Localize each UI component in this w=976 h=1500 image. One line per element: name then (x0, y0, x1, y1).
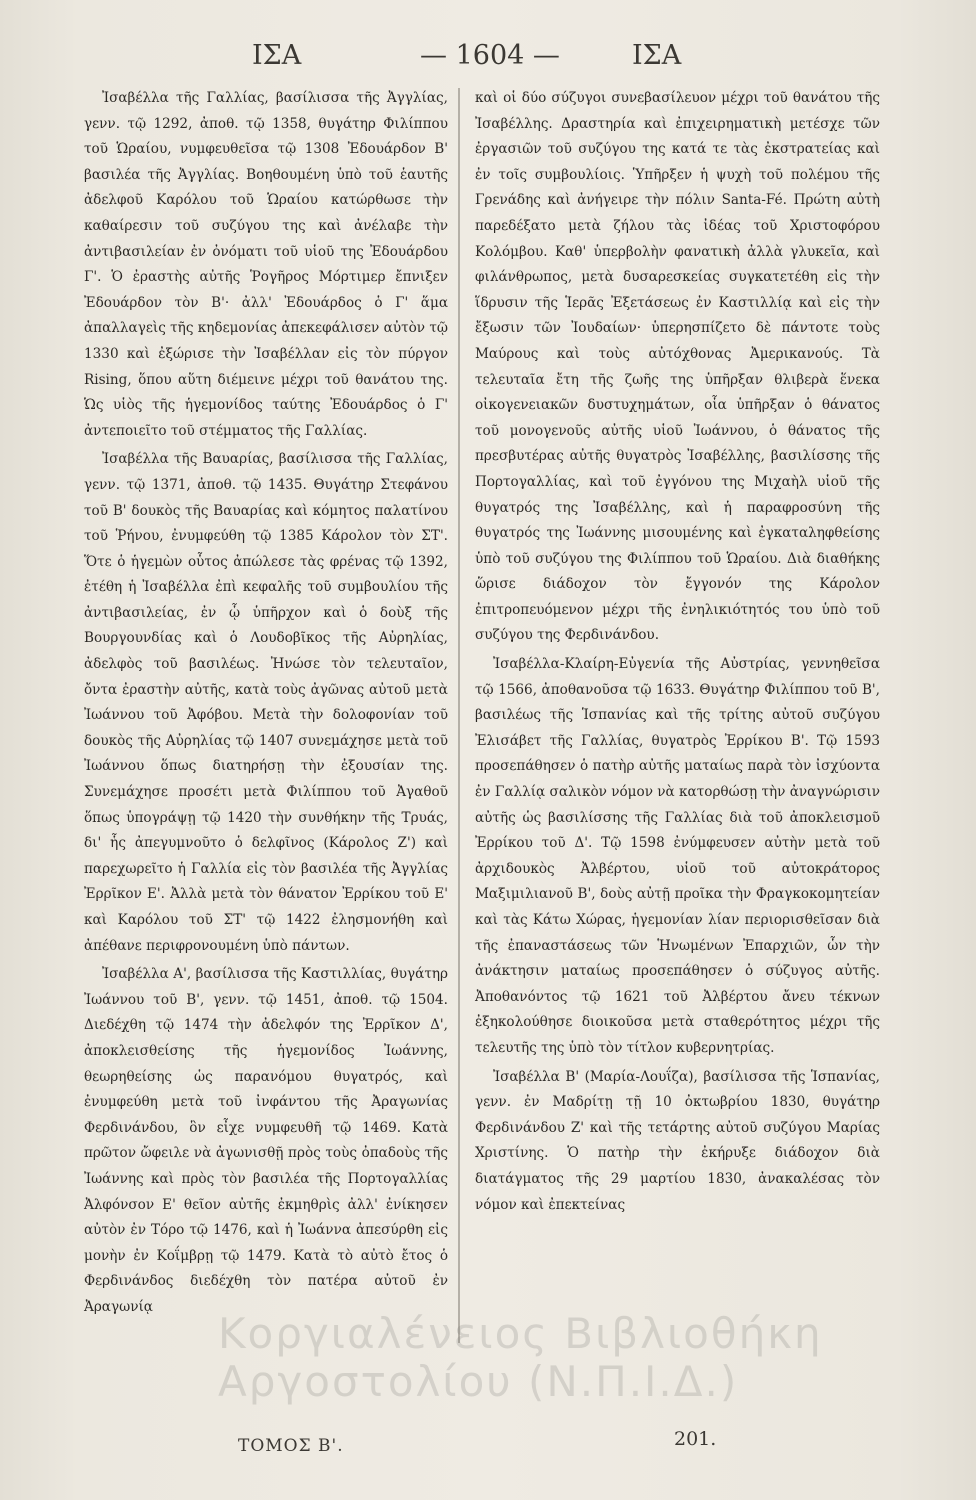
entry-isabella-clara-eugenia: Ἰσαβέλλα-Κλαίρη-Εὐγενία τῆς Αὐστρίας, γεννηθεῖσα τῷ 1566, ἀποθανοῦσα τῷ 1633. Θυγάτηρ Φιλίππου τοῦ Β', βασιλέως τῆς Ἱσπανίας καὶ τῆς τρίτης αὐτοῦ συζύγου Ἐλισάβετ τῆς Γαλλίας, θυγατρὸς Ἐρρίκου Β'. Τῷ 1593 προσεπάθησεν ὁ πατὴρ αὐτῆς ματαίως παρὰ τὸν ἰσχύοντα ἐν Γαλλίᾳ σαλικὸν νόμον νὰ κατορθώσῃ τὴν ἀναγνώρισιν αὐτῆς ὡς βασιλίσσης τῆς Γαλλίας διὰ τοῦ ἀποκλεισμοῦ Ἐρρίκου τοῦ Δ'. Τῷ 1598 ἐνύμφευσεν αὐτὴν μετὰ τοῦ ἀρχιδουκὸς Ἀλβέρτου, υἱοῦ τοῦ αὐτοκράτορος Μαξιμιλιανοῦ Β', δοὺς αὐτῇ προῖκα τὴν Φραγκοκομητείαν καὶ τὰς Κάτω Χώρας, ἡγεμονίαν λίαν περιορισθεῖσαν διὰ τῆς ἐπαναστάσεως τῶν Ἡνωμένων Ἐπαρχιῶν, ὧν τὴν ἀνάκτησιν ματαίως προσεπάθησεν ὁ σύζυγος αὐτῆς. Ἀποθανόντος τῷ 1621 τοῦ Ἀλβέρτου ἄνευ τέκνων ἐξηκολούθησε διοικοῦσα μετὰ σταθερότητος μέχρι τῆς τελευτῆς της ὑπὸ τὸν τίτλον κυβερνητρίας. (475, 656, 880, 1056)
entry-isabella-i-castile: Ἰσαβέλλα Α', βασίλισσα τῆς Καστιλλίας, θυγάτηρ Ἰωάννου τοῦ Β', γενν. τῷ 1451, ἀποθ. τῷ 1504. Διεδέχθη τῷ 1474 τὴν ἀδελφόν της Ἐρρῖκον Δ', ἀποκλεισθείσης τῆς ἡγεμονίδος Ἰωάννης, θεωρηθείσης ὡς παρανόμου θυγατρός, καὶ ἐνυμφεύθη μετὰ τοῦ ἰνφάντου τῆς Ἀραγωνίας Φερδινάνδου, ὃν εἶχε νυμφευθῆ τῷ 1469. Κατὰ πρῶτον ὤφειλε νὰ ἀγωνισθῇ πρὸς τοὺς ὀπαδοὺς τῆς Ἰωάννης καὶ πρὸς τὸν βασιλέα τῆς Πορτογαλλίας Ἀλφόνσον Ε' θεῖον αὐτῆς ἐκμηθρὶς ἀλλ' ἐνίκησεν αὐτὸν ἐν Τόρο τῷ 1476, καὶ ἡ Ἰωάννα ἀπεσύρθη εἰς μονὴν ἐν Κοΐμβρῃ τῷ 1479. Κατὰ τὸ αὐτὸ ἔτος ὁ Φερδινάνδος διεδέχθη τὸν πατέρα αὐτοῦ ἐν Ἀραγωνίᾳ (84, 966, 448, 1315)
volume-signature: ΤΟΜΟΣ Β'. (238, 1436, 344, 1456)
sheet-number: 201. (674, 1428, 717, 1450)
running-header (0, 40, 976, 90)
left-column (84, 86, 448, 1321)
header-left-guideword: ΙΣΑ (252, 40, 302, 71)
right-column (475, 86, 880, 1218)
column-divider (458, 88, 460, 1343)
entry-isabella-i-continued: καὶ οἱ δύο σύζυγοι συνεβασίλευον μέχρι τοῦ θανάτου τῆς Ἰσαβέλλης. Δραστηρία καὶ ἐπιχειρηματικὴ μετέσχε τῶν ἐργασιῶν τοῦ συζύγου της κατά τε τὰς ἐκστρατείας καὶ ἐν τοῖς συμβουλίοις. Ὑπῆρξεν ἡ ψυχὴ τοῦ πολέμου τῆς Γρενάδης καὶ ἀνήγειρε τὴν πόλιν Santa-Fé. Πρώτη αὐτὴ παρεδέξατο μετὰ ζήλου τὰς ἰδέας τοῦ Χριστοφόρου Κολόμβου. Καθ' ὑπερβολὴν φανατικὴ ἀλλὰ γλυκεῖα, καὶ φιλάνθρωπος, μετὰ δυσαρεσκείας συγκατετέθη εἰς τὴν ἵδρυσιν τῆς Ἱερᾶς Ἐξετάσεως ἐν Καστιλλίᾳ καὶ εἰς τὴν ἔξωσιν τῶν Ἰουδαίων· ὑπερησπίζετο δὲ πάντοτε τοὺς Μαύρους καὶ τοὺς αὐτόχθονας Ἀμερικανούς. Τὰ τελευταῖα ἔτη τῆς ζωῆς της ὑπῆρξαν θλιβερὰ ἕνεκα οἰκογενειακῶν δυστυχημάτων, οἷα ὑπῆρξαν ὁ θάνατος τοῦ μονογενοῦς αὐτῆς υἱοῦ Ἰωάννου, ὁ θάνατος τῆς πρεσβυτέρας αὐτῆς θυγατρὸς Ἰσαβέλλης, βασιλίσσης τῆς Πορτογαλλίας, καὶ τοῦ ἐγγόνου της Μιχαὴλ υἱοῦ τῆς θυγατρός της Ἰσαβέλλης, καὶ ἡ παραφροσύνη τῆς θυγατρός της Ἰωάννης μισουμένης καὶ ἐγκαταληφθείσης ὑπὸ τοῦ συζύγου της Φιλίππου τοῦ Ὡραίου. Διὰ διαθήκης ὥρισε διάδοχον τὸν ἔγγονόν της Κάρολον ἐπιτροπευόμενον μέχρι τῆς ἐνηλικιότητός του ὑπὸ τοῦ συζύγου της Φερδινάνδου. (475, 90, 880, 644)
entry-isabella-ii: Ἰσαβέλλα Β' (Μαρία-Λουΐζα), βασίλισσα τῆς Ἱσπανίας, γενν. ἐν Μαδρίτῃ τῇ 10 ὀκτωβρίου 1830, θυγάτηρ Φερδινάνδου Ζ' καὶ τῆς τετάρτης αὐτοῦ συζύγου Μαρίας Χριστίνης. Ὁ πατὴρ τὴν ἐκήρυξε διάδοχον διὰ διατάγματος τῆς 29 μαρτίου 1830, ἀνακαλέσας τὸν νόμον καὶ ἐπεκτείνας (475, 1068, 880, 1213)
entry-isabella-of-france: Ἰσαβέλλα τῆς Γαλλίας, βασίλισσα τῆς Ἀγγλίας, γενν. τῷ 1292, ἀποθ. τῷ 1358, θυγάτηρ Φιλίππου τοῦ Ὡραίου, νυμφευθεῖσα τῷ 1308 Ἐδουάρδον Β' βασιλέα τῆς Ἀγγλίας. Βοηθουμένη ὑπὸ τοῦ ἑαυτῆς ἀδελφοῦ Καρόλου τοῦ Ὡραίου κατώρθωσε τὴν καθαίρεσιν τοῦ συζύγου της καὶ ἀνέλαβε τὴν ἀντιβασιλείαν ἐν ὀνόματι τοῦ υἱοῦ της Ἐδουάρδου Γ'. Ὁ ἐραστὴς αὐτῆς Ῥογῆρος Μόρτιμερ ἔπνιξεν Ἐδουάρδον τὸν Β'· ἀλλ' Ἐδουάρδος ὁ Γ' ἅμα ἀπαλλαγεὶς τῆς κηδεμονίας ἀπεκεφάλισεν αὐτὸν τῷ 1330 καὶ ἐξώρισε τὴν Ἰσαβέλλαν εἰς τὸν πύργον Rising, ὅπου αὕτη διέμεινε μέχρι τοῦ θανάτου της. Ὡς υἱὸς τῆς ἡγεμονίδος ταύτης Ἐδουάρδος ὁ Γ' ἀντεποιεῖτο τοῦ στέμματος τῆς Γαλλίας. (84, 90, 448, 439)
entry-isabella-of-bavaria: Ἰσαβέλλα τῆς Βαυαρίας, βασίλισσα τῆς Γαλλίας, γενν. τῷ 1371, ἀποθ. τῷ 1435. Θυγάτηρ Στεφάνου τοῦ Β' δουκὸς τῆς Βαυαρίας καὶ κόμητος παλατίνου τοῦ Ῥήνου, ἐνυμφεύθη τῷ 1385 Κάρολον τὸν ΣΤ'. Ὅτε ὁ ἡγεμὼν οὗτος ἀπώλεσε τὰς φρένας τῷ 1392, ἐτέθη ἡ Ἰσαβέλλα ἐπὶ κεφαλῆς τοῦ συμβουλίου τῆς ἀντιβασιλείας, ἐν ᾧ ὑπῆρχον καὶ ὁ δοὺξ τῆς Βουργουνδίας καὶ ὁ Λουδοβῖκος τῆς Αὐρηλίας, ἀδελφὸς τοῦ βασιλέως. Ἠνώσε τὸν τελευταῖον, ὄντα ἐραστὴν αὐτῆς, κατὰ τοὺς ἀγῶνας αὐτοῦ μετὰ Ἰωάννου τοῦ Ἀφόβου. Μετὰ τὴν δολοφονίαν τοῦ δουκὸς τῆς Αὐρηλίας τῷ 1407 συνεμάχησε μετὰ τοῦ Ἰωάννου ὅπως διατηρήσῃ τὴν ἐξουσίαν της. Συνεμάχησε προσέτι μετὰ Φιλίππου τοῦ Ἀγαθοῦ ὅπως ὑπογράψῃ τῷ 1420 τὴν συνθήκην τῆς Τρυάς, δι' ἧς ἀπεγυμνοῦτο ὁ δελφῖνος (Κάρολος Ζ') καὶ παρεχωρεῖτο ἡ Γαλλία εἰς τὸν βασιλέα τῆς Ἀγγλίας Ἐρρῖκον Ε'. Ἀλλὰ μετὰ τὸν θάνατον Ἐρρίκου τοῦ Ε' καὶ Καρόλου τοῦ ΣΤ' τῷ 1422 ἐλησμονήθη καὶ ἀπέθανε περιφρονουμένη ὑπὸ πάντων. (84, 451, 448, 954)
header-right-guideword: ΙΣΑ (632, 40, 682, 71)
library-watermark: Κοργιαλένειος Βιβλιοθήκη Αργοστολίου (Ν.Π.Ι.Δ.) (218, 1309, 823, 1406)
page-number-header: — 1604 — (420, 40, 560, 71)
